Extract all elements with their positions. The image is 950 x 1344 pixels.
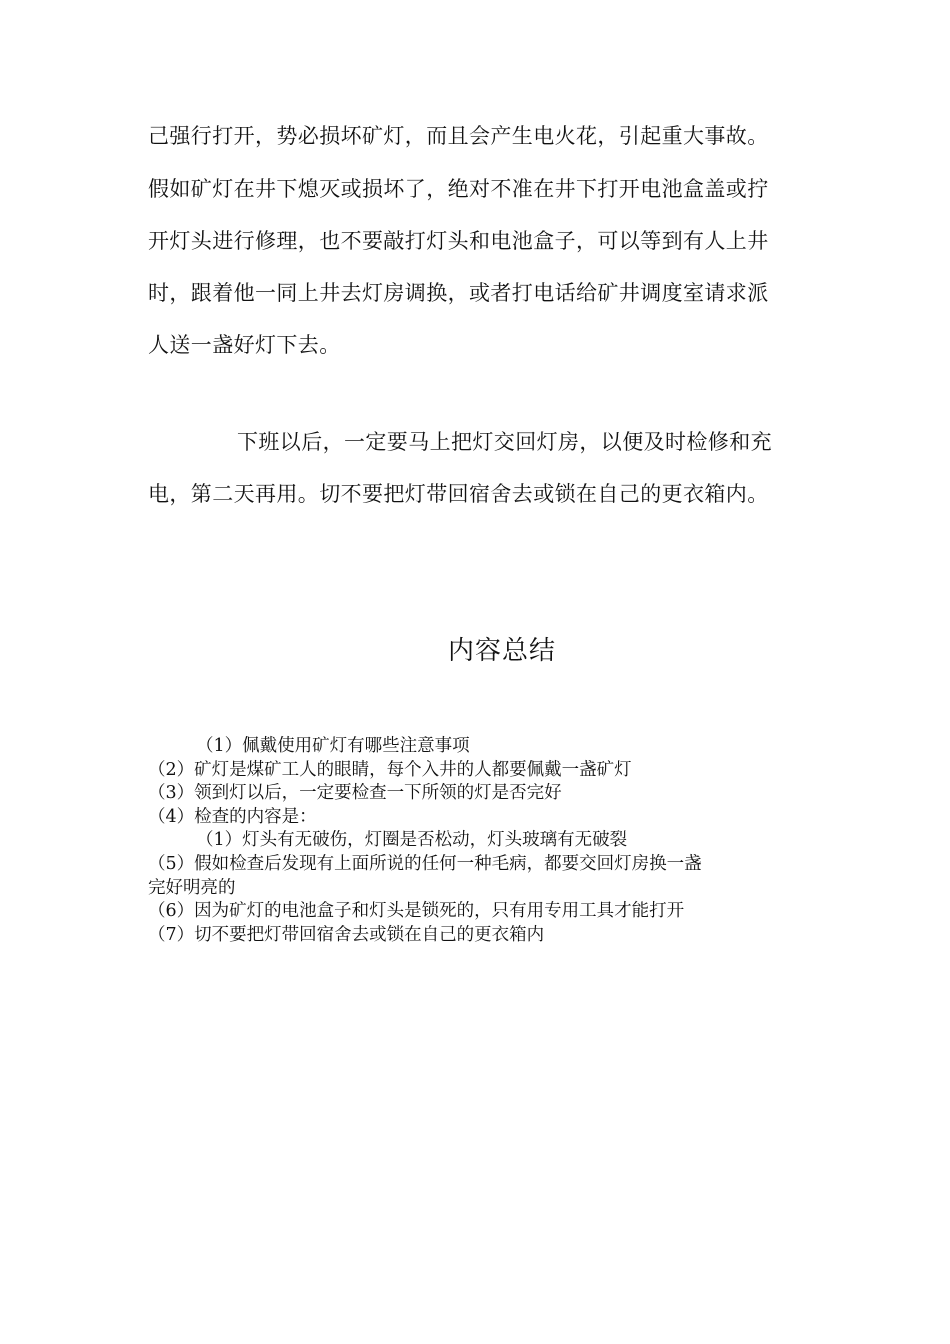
summary-item-2: （2）矿灯是煤矿工人的眼睛，每个入井的人都要佩戴一盏矿灯: [148, 759, 632, 780]
summary-item-4: （4）检查的内容是：: [148, 806, 317, 827]
summary-item-5-continued: 完好明亮的: [148, 877, 236, 898]
summary-list: [148, 735, 818, 947]
summary-item-7: （7）切不要把灯带回宿舍去或锁在自己的更衣箱内: [148, 924, 545, 945]
paragraph-2-line-1: 下班以后，一定要马上把灯交回灯房，以便及时检修和充: [237, 430, 772, 454]
paragraph-2-line-2: 电，第二天再用。切不要把灯带回宿舍去或锁在自己的更衣箱内。: [148, 482, 769, 506]
paragraph-1-line-2: 假如矿灯在井下熄灭或损坏了，绝对不准在井下打开电池盒盖或拧: [148, 177, 769, 201]
paragraph-1-line-3: 开灯头进行修理，也不要敲打灯头和电池盒子，可以等到有人上井: [148, 229, 769, 253]
paragraph-1-line-4: 时，跟着他一同上井去灯房调换，或者打电话给矿井调度室请求派: [148, 281, 769, 305]
summary-title: 内容总结: [448, 636, 557, 666]
summary-subitem-1: （1）灯头有无破伤，灯圈是否松动，灯头玻璃有无破裂: [196, 830, 628, 851]
summary-item-6: （6）因为矿灯的电池盒子和灯头是锁死的，只有用专用工具才能打开: [148, 901, 685, 922]
paragraph-1-line-1: 己强行打开，势必损坏矿灯，而且会产生电火花，引起重大事故。: [148, 124, 769, 148]
summary-item-1: （1）佩戴使用矿灯有哪些注意事项: [196, 736, 470, 756]
paragraph-1-line-5: 人送一盏好灯下去。: [148, 333, 341, 357]
summary-item-5: （5）假如检查后发现有上面所说的任何一种毛病，都要交回灯房换一盏: [148, 853, 702, 874]
summary-item-3: （3）领到灯以后，一定要检查一下所领的灯是否完好: [148, 783, 562, 804]
